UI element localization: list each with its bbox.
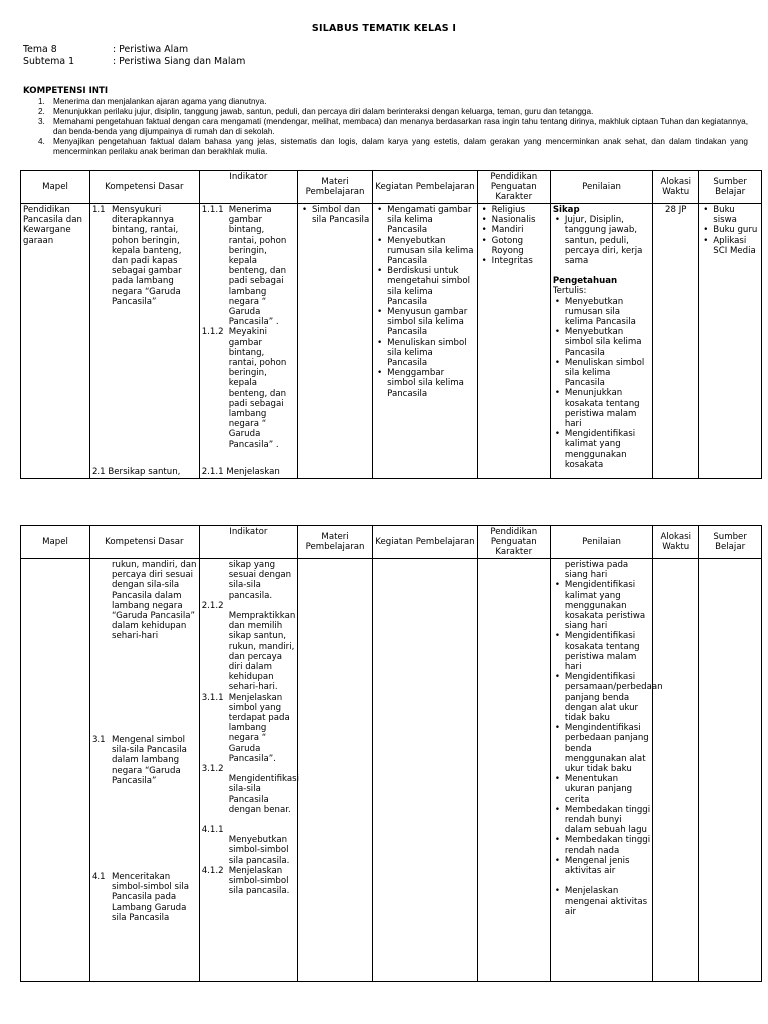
list-item: • Menuliskan simbol sila kelima Pancasila	[375, 338, 475, 369]
header-indikator: Indikator	[199, 171, 297, 204]
cell-kegiatan	[373, 204, 478, 479]
cell-karakter	[477, 204, 550, 479]
cell-materi	[297, 559, 372, 982]
cell-sumber	[699, 204, 762, 479]
kd-item	[92, 205, 197, 307]
header-mapel: Mapel	[21, 526, 90, 559]
list-item: • Buku siswa	[701, 205, 759, 225]
list-item: • Mengenal jenis aktivitas air	[553, 856, 650, 876]
kd-text: Menceritakan simbol-simbol sila Pancasila pada Lambang Garuda sila Pancasila	[111, 872, 189, 923]
ki-heading: KOMPETENSI INTI	[23, 86, 109, 96]
cell-mapel: Pendidikan Pancasila dan Kewargane garaan	[21, 204, 90, 479]
meta-subtema	[23, 57, 245, 67]
materi-list	[300, 205, 370, 225]
header-kd: Kompetensi Dasar	[89, 526, 199, 559]
document-title: SILABUS TEMATIK KELAS I	[311, 23, 457, 34]
ki-text: Memahami pengetahuan faktual dengan cara mengamati (mendengar, melihat, membaca) dan menanya berdasarkan rasa ingin tahu tentang dirinya, makhluk ciptaan Tuhan dan kegiatannya, dan benda-benda yang dijumpainya di rumah dan di sekolah.	[53, 116, 748, 136]
list-item: • Integritas	[480, 256, 548, 266]
indikator-text: Menerima gambar bintang, rantai, pohon beringin, kepala benteng, dan padi sebagai lambang negara “ Garuda Pancasila” .	[228, 205, 287, 328]
list-item: • Simbol dan sila Pancasila	[300, 205, 370, 225]
indikator-item	[202, 866, 295, 897]
header-kegiatan: Kegiatan Pembelajaran	[373, 526, 478, 559]
header-kd: Kompetensi Dasar	[89, 171, 199, 204]
kd-text: Mensyukuri diterapkannya bintang, rantai, pohon beringin, kepala banteng, dan padi kapas sebagai gambar pada lambang negara “Garuda Pancasila”	[111, 205, 182, 307]
list-item: • Menunjukkan kosakata tentang peristiwa malam hari	[553, 388, 650, 429]
list-item: • Jujur, Disiplin, tanggung jawab, santun, peduli, percaya diri, kerja sama	[553, 215, 650, 266]
header-mapel: Mapel	[21, 171, 90, 204]
meta-value: : Peristiwa Alam	[113, 44, 189, 55]
list-item: • Buku guru	[701, 225, 759, 235]
header-row	[21, 526, 762, 559]
cell-penilaian	[550, 559, 663, 982]
header-sumber: Sumber Belajar	[699, 526, 762, 559]
karakter-list	[480, 205, 548, 266]
meta-tema	[23, 45, 188, 55]
ki-text: Menyajikan pengetahuan faktual dalam bahasa yang jelas, sistematis dan logis, dalam karya yang estetis, dalam gerakan yang mencerminkan anak sehat, dan dalam tindakan yang mencerminkan perilaku anak beriman dan berakhlak mulia.	[53, 136, 748, 156]
list-item: • Menyebutkan simbol sila kelima Pancasila	[553, 327, 650, 358]
cell-mapel	[21, 559, 90, 982]
meta-key: Subtema 1	[23, 56, 75, 67]
header-alokasi: Alokasi Waktu	[653, 526, 699, 559]
list-item: • Mengindentifikasi perbedaan panjang benda menggunakan alat ukur tidak baku	[553, 723, 650, 774]
kd-num: 4.1	[91, 872, 106, 882]
header-row	[21, 171, 762, 204]
indikator-text: Menjelaskan simbol-simbol sila pancasila.	[228, 865, 290, 897]
indikator-num: 4.1.1	[201, 825, 224, 836]
table-row	[21, 559, 762, 982]
list-item: • Religius	[480, 205, 548, 215]
cell-kd	[89, 204, 199, 479]
header-kegiatan: Kegiatan Pembelajaran	[373, 171, 478, 204]
ki-item	[23, 97, 748, 107]
table-row	[21, 204, 762, 479]
cell-sumber	[699, 559, 762, 982]
ki-num: 1.	[38, 97, 45, 106]
kd-item	[92, 735, 197, 786]
kd-num: 3.1	[91, 735, 106, 745]
indikator-item	[202, 327, 295, 449]
indikator-num: 4.1.2	[201, 865, 224, 876]
indikator-num: 2.1.2	[201, 600, 224, 611]
header-sumber: Sumber Belajar	[699, 171, 762, 204]
list-item: • Menjelaskan mengenai aktivitas air	[553, 886, 650, 917]
list-item: • Membedakan tinggi rendah nada	[553, 835, 650, 855]
ki-num: 2.	[38, 106, 45, 116]
cell-indikator	[199, 204, 297, 479]
ki-list	[23, 97, 748, 156]
header-materi: Materi Pembelajaran	[297, 526, 372, 559]
header-indikator: Indikator	[199, 526, 297, 559]
penilaian-tertulis-label: Tertulis:	[552, 286, 587, 297]
header-penilaian: Penilaian	[550, 526, 652, 559]
cell-karakter	[477, 559, 550, 982]
list-item: • Menyusun gambar simbol sila kelima Pancasila	[375, 307, 475, 338]
indikator-continued: sikap yang sesuai dengan sila-sila pancasila.	[228, 560, 292, 601]
syllabus-table-1	[20, 170, 762, 479]
header-materi: Materi Pembelajaran	[297, 171, 372, 204]
sumber-list	[701, 205, 759, 256]
list-item: • Nasionalis	[480, 215, 548, 225]
cell-kd	[89, 559, 199, 982]
syllabus-table-2	[20, 525, 762, 982]
cell-indikator	[199, 559, 300, 982]
list-item: • Mandiri	[480, 225, 548, 235]
header-penilaian: Penilaian	[550, 171, 652, 204]
list-item: • Menyebutkan rumusan sila kelima Pancasila	[553, 297, 650, 328]
kd-num: 1.1	[91, 205, 106, 215]
indikator-text: Menyebutkan simbol-simbol sila pancasila.	[228, 835, 290, 866]
list-item: • Mengidentifikasi kalimat yang menggunakan kosakata peristiwa siang hari	[553, 580, 650, 631]
cell-alokasi	[653, 559, 699, 982]
indikator-num: 3.1.1	[201, 692, 224, 703]
cell-kegiatan	[373, 559, 478, 982]
penilaian-sikap-title: Sikap	[552, 205, 580, 215]
list-item: • Membedakan tinggi rendah bunyi dalam sebuah lagu	[553, 805, 650, 836]
ki-num: 4.	[38, 136, 45, 146]
penilaian-list	[553, 580, 663, 917]
indikator-num: 3.1.2	[201, 764, 224, 775]
cell-alokasi: 28 JP	[653, 204, 699, 479]
indikator-num: 1.1.2	[201, 327, 224, 338]
ki-item	[23, 137, 748, 157]
header-karakter: Pendidikan Penguatan Karakter	[477, 171, 550, 204]
list-item: • Gotong Royong	[480, 236, 548, 256]
indikator-text: Mengidentifikasi sila-sila Pancasila dengan benar.	[228, 774, 300, 815]
indikator-num: 1.1.1	[201, 205, 224, 215]
indikator-item	[202, 693, 295, 764]
ki-item	[23, 107, 748, 117]
ki-item	[23, 117, 748, 137]
meta-value: : Peristiwa Siang dan Malam	[113, 56, 246, 67]
penilaian-continued: peristiwa pada siang hari	[564, 560, 629, 581]
kd-item	[92, 872, 197, 923]
list-item: • Menyebutkan rumusan sila kelima Pancasila	[375, 236, 475, 267]
kd-item-start: 2.1 Bersikap santun,	[91, 467, 181, 477]
indikator-text: Meyakini gambar bintang, rantai, pohon beringin, kepala benteng, dan padi sebagai lambang negara “ Garuda Pancasila” .	[228, 327, 287, 450]
list-item: • Mengamati gambar sila kelima Pancasila	[375, 205, 475, 236]
list-item: • Aplikasi SCI Media	[701, 236, 759, 256]
indikator-text: Mempraktikkan dan memilih sikap santun, rukun, mandiri, dan percaya diri dalam kehidupan sehari-hari.	[228, 611, 296, 693]
penilaian-sikap-list	[553, 215, 650, 266]
list-item: • Mengidentifikasi kalimat yang menggunakan kosakata	[553, 429, 650, 470]
header-alokasi: Alokasi Waktu	[653, 171, 699, 204]
kd-text: Mengenal simbol sila-sila Pancasila dalam lambang negara “Garuda Pancasila”	[111, 735, 187, 786]
kegiatan-list	[375, 205, 475, 399]
indikator-item-start: 2.1.1 Menjelaskan	[201, 467, 280, 477]
meta-key: Tema 8	[23, 44, 57, 55]
penilaian-pengetahuan-title: Pengetahuan	[552, 276, 618, 287]
cell-penilaian	[550, 204, 652, 479]
list-item: • Menggambar simbol sila kelima Pancasila	[375, 368, 475, 399]
kd-continued: rukun, mandiri, dan percaya diri sesuai dengan sila-sila Pancasila dalam lambang negara “Garuda Pancasila” dalam kehidupan sehari-hari	[111, 560, 197, 642]
header-karakter: Pendidikan Penguatan Karakter	[477, 526, 550, 559]
list-item: • Menuliskan simbol sila kelima Pancasila	[553, 358, 650, 389]
list-item: • Menentukan ukuran panjang cerita	[553, 774, 650, 805]
indikator-text: Menjelaskan simbol yang terdapat pada lambang negara “ Garuda Pancasila”.	[228, 692, 290, 764]
list-item: • Mengidentifikasi persamaan/perbedaan panjang benda dengan alat ukur tidak baku	[553, 672, 650, 723]
list-item: • Berdiskusi untuk mengetahui simbol sila kelima Pancasila	[375, 266, 475, 307]
ki-text: Menerima dan menjalankan ajaran agama yang dianutnya.	[53, 97, 267, 106]
ki-num: 3.	[38, 116, 45, 126]
list-item: • Mengidentifikasi kosakata tentang peristiwa malam hari	[553, 631, 650, 672]
ki-text: Menunjukkan perilaku jujur, disiplin, tanggung jawab, santun, peduli, dan percaya diri dalam berinteraksi dengan keluarga, teman, guru dan tetangga.	[53, 106, 594, 116]
indikator-item	[202, 205, 295, 327]
cell-materi	[297, 204, 372, 479]
penilaian-list	[553, 297, 650, 470]
